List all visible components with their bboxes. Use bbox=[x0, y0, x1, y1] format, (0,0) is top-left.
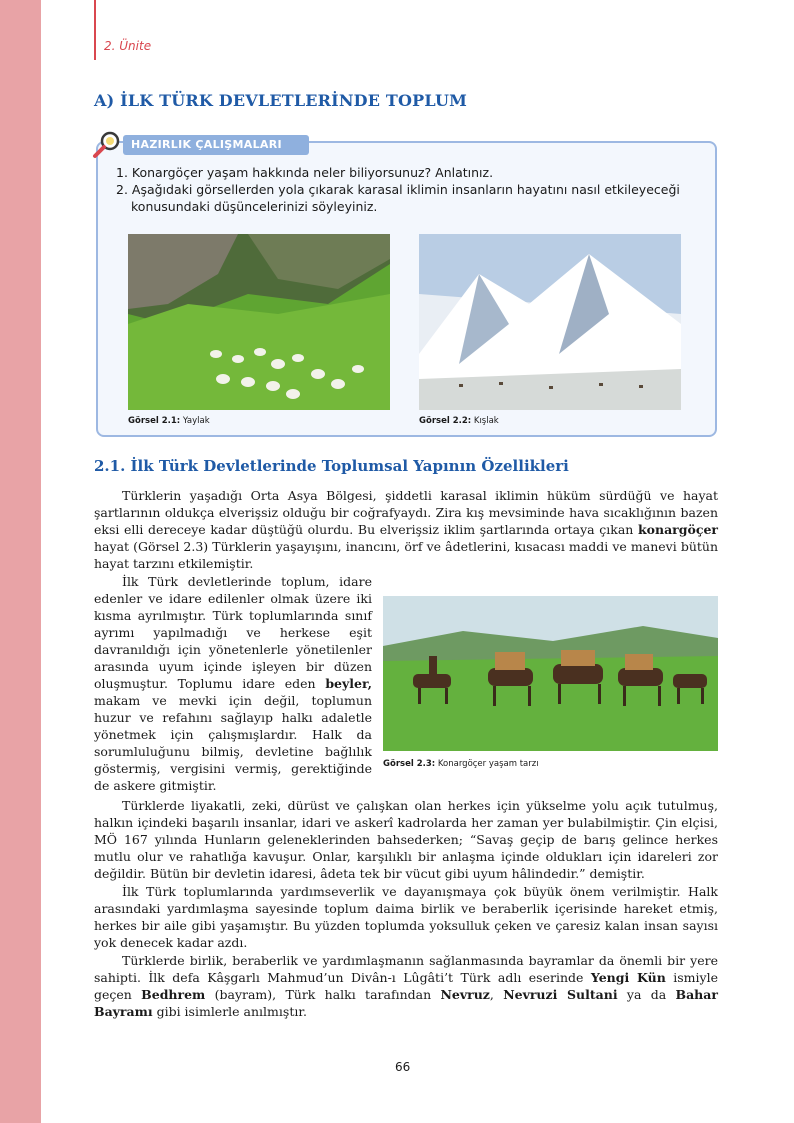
preparation-label: HAZIRLIK ÇALIŞMALARI bbox=[131, 138, 282, 151]
section-title: A) İLK TÜRK DEVLETLERİNDE TOPLUM bbox=[94, 91, 468, 110]
kislak-photo bbox=[419, 234, 681, 410]
figure-caption-2-3: Görsel 2.3: Konargöçer yaşam tarzı bbox=[383, 759, 539, 769]
figure-caption-2-1: Görsel 2.1: Yaylak bbox=[128, 416, 210, 426]
side-band bbox=[0, 0, 41, 1123]
page-number: 66 bbox=[395, 1060, 411, 1074]
paragraph-2: İlk Türk devletlerinde toplum, idare edenler ve idare edilenler olmak üzere iki kısma ayrılmıştır. Türk toplumlarında sınıf ayrımı yapılmadığı ve herkese eşit davranıldığı için yönetenlerle yönetilenler arasında uyum içinde işleyen bir düzen oluşmuştur. Toplumu idare eden beyler, makam ve mevki için değil, toplumun huzur ve refahını sağlayıp halkı adaletle yönetmek için çalışmışlardır. Halk da sorumluluğunu bilmiş, devletine bağlılık göstermiş, vergisini vermiş, gerektiğinde de askere gitmiştir. bbox=[94, 574, 372, 793]
paragraph-1: Türklerin yaşadığı Orta Asya Bölgesi, şiddetli karasal iklimin hüküm sürdüğü ve hayat şartlarının oldukça elverişsiz olduğu bir coğrafyaydı. Zira kış mevsiminde hava sıcaklığının bazen eksi elli dereceye kadar düştüğü olurdu. Bu elverişsiz iklim şartlarında ortaya çıkan konargöçer hayat (Görsel 2.3) Türklerin yaşayışını, inancını, örf ve âdetlerini, kısacası maddi ve manevi bütün hayat tarzını etkilemiştir. bbox=[94, 488, 718, 571]
prep-question-2-cont: konusundaki düşüncelerinizi söyleyiniz. bbox=[131, 199, 378, 214]
paragraph-3: Türklerde liyakatli, zeki, dürüst ve çalışkan olan herkes için yükselme yolu açık tutulmuş, halkın içindeki başarılı insanlar, idari ve askerî kadrolarda her zaman yer bulabilmiştir. Çin elçisi, MÖ 167 yılında Hunların geleneklerinden bahsederken; “Savaş geçip de barış gelince herkes mutlu olur ve rahatlığa kavuşur. Onlar, karşılıklı bir anlaşma içinde oldukları için idareleri zor değildir. Bütün bir devletin idaresi, âdeta tek bir vücut gibi uyum hâlindedir.” demiştir. bbox=[94, 798, 718, 881]
magnifier-icon bbox=[91, 128, 125, 160]
paragraph-5: Türklerde birlik, beraberlik ve yardımlaşmanın sağlanmasında bayramlar da önemli bir yere sahipti. İlk defa Kâşgarlı Mahmud’un Divân-ı Lûgâti’t Türk adlı eserinde Yengi Kün ismiyle geçen Bedhrem (bayram), Türk halkı tarafından Nevruz, Nevruzi Sultani ya da Bahar Bayramı gibi isimlerle anılmıştır. bbox=[94, 953, 718, 1019]
unit-label: 2. Ünite bbox=[104, 39, 152, 53]
figure-caption-2-2: Görsel 2.2: Kışlak bbox=[419, 416, 499, 426]
yaylak-photo bbox=[128, 234, 390, 410]
prep-question-1: 1. Konargöçer yaşam hakkında neler biliyorsunuz? Anlatınız. bbox=[116, 165, 494, 180]
unit-marker-line bbox=[94, 0, 96, 60]
konargocer-photo bbox=[383, 596, 718, 751]
subsection-title: 2.1. İlk Türk Devletlerinde Toplumsal Yapının Özellikleri bbox=[94, 457, 569, 475]
paragraph-4: İlk Türk toplumlarında yardımseverlik ve dayanışmaya çok büyük önem verilmiştir. Halk arasındaki yardımlaşma sayesinde toplum daima birlik ve beraberlik içerisinde hareket etmiş, herkes bir aile gibi yaşamıştır. Bu yüzden toplumda yoksulluk çeken ve çaresiz kalan insan sayısı yok denecek kadar azdı. bbox=[94, 884, 718, 950]
prep-question-2: 2. Aşağıdaki görsellerden yola çıkarak karasal iklimin insanların hayatını nasıl etkileyeceği bbox=[116, 182, 680, 197]
